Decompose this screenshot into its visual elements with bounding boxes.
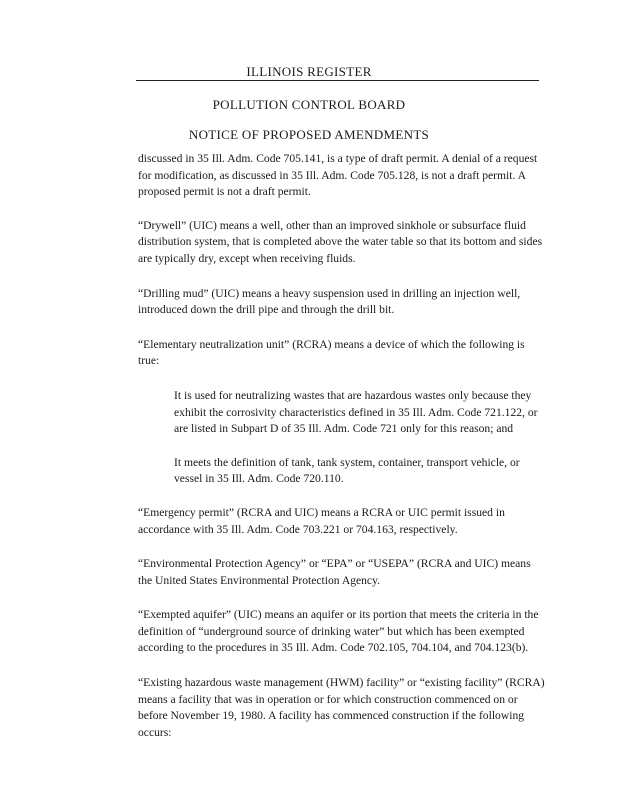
- document-body: [138, 151, 546, 759]
- paragraph-drywell: “Drywell” (UIC) means a well, other than an improved sinkhole or subsurface fluid distribution system, that is completed above the water table so that its bottom and sides are typically dry, except when receiving fluids.: [138, 218, 543, 265]
- list-item-neutralizing: It is used for neutralizing wastes that are hazardous wastes only because they exhibit the corrosivity characteristics defined in 35 Ill. Adm. Code 721.122, or are listed in Subpart D of 35 Ill. Adm. Code 721 only for this reason; and: [174, 388, 538, 436]
- list-item-tank-definition: It meets the definition of tank, tank system, container, transport vehicle, or vessel in 35 Ill. Adm. Code 720.110.: [174, 455, 520, 486]
- header-rule: [136, 80, 539, 81]
- paragraph-existing-facility: “Existing hazardous waste management (HWM) facility” or “existing facility” (RCRA) means a facility that was in operation or for which construction commenced on or before November 19, 1980. A facility has commenced construction if the following occurs:: [138, 676, 545, 739]
- notice-title: NOTICE OF PROPOSED AMENDMENTS: [188, 127, 430, 142]
- register-title: ILLINOIS REGISTER: [246, 64, 372, 79]
- board-title: POLLUTION CONTROL BOARD: [212, 97, 406, 112]
- paragraph-exempted-aquifer: “Exempted aquifer” (UIC) means an aquifer or its portion that meets the criteria in the definition of “underground source of drinking water” but which has been exempted according to the procedures in 35 Ill. Adm. Code 702.105, 704.104, and 704.123(b).: [138, 608, 539, 655]
- paragraph-drilling-mud: “Drilling mud” (UIC) means a heavy suspension used in drilling an injection well, introduced down the drill pipe and through the drill bit.: [138, 286, 521, 317]
- paragraph-elementary-neutralization-unit: “Elementary neutralization unit” (RCRA) means a device of which the following is true:: [138, 337, 525, 368]
- paragraph-continuation: discussed in 35 Ill. Adm. Code 705.141, is a type of draft permit. A denial of a request for modification, as discussed in 35 Ill. Adm. Code 705.128, is not a draft permit. A proposed permit is not a draft permit.: [138, 152, 538, 199]
- paragraph-epa: “Environmental Protection Agency” or “EPA” or “USEPA” (RCRA and UIC) means the United States Environmental Protection Agency.: [138, 557, 531, 587]
- paragraph-emergency-permit: “Emergency permit” (RCRA and UIC) means a RCRA or UIC permit issued in accordance with 35 Ill. Adm. Code 703.221 or 704.163, respectively.: [138, 505, 505, 536]
